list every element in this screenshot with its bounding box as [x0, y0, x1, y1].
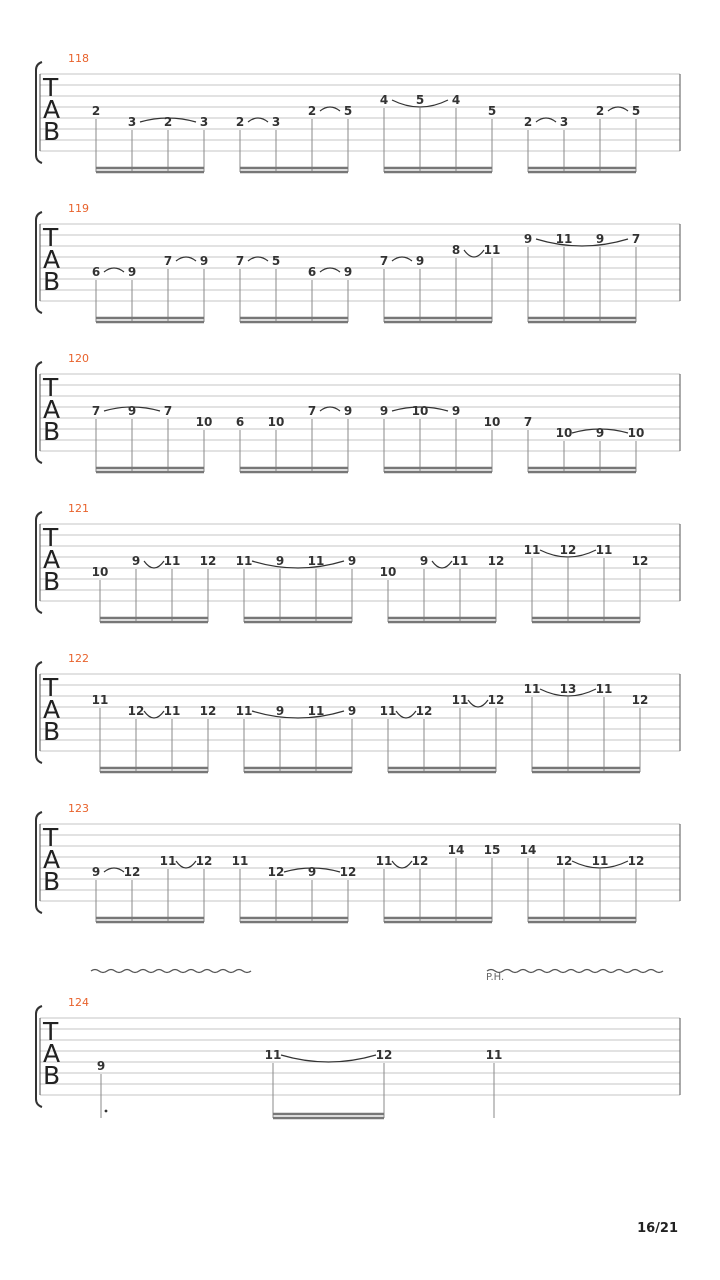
tab-clef-letter: A: [43, 695, 61, 724]
fret-number: 12: [487, 693, 505, 707]
measure-number: 120: [68, 352, 89, 365]
note-group: [236, 704, 357, 772]
note-group: [520, 843, 645, 922]
tab-system: [36, 802, 680, 922]
note-group: [92, 554, 217, 622]
fret-number: 2: [163, 115, 173, 129]
fret-number: 5: [631, 104, 641, 118]
system-bracket: [36, 362, 42, 463]
slur: [176, 861, 196, 868]
fret-number: 12: [631, 554, 649, 568]
fret-number: 11: [307, 554, 325, 568]
fret-number: 9: [347, 554, 357, 568]
tab-clef-letter: A: [43, 95, 61, 124]
fret-number: 5: [343, 104, 353, 118]
fret-number: 3: [559, 115, 569, 129]
slur: [468, 700, 488, 707]
fret-number: 9: [96, 1059, 106, 1073]
slur: [432, 561, 452, 568]
note-group: [380, 404, 501, 472]
fret-number: 12: [123, 865, 141, 879]
fret-number: 11: [595, 682, 613, 696]
slur: [104, 868, 124, 872]
slur: [536, 239, 628, 246]
fret-number: 10: [483, 415, 501, 429]
fret-number: 4: [451, 93, 461, 107]
note-group: [97, 1059, 108, 1118]
fret-number: 9: [275, 704, 285, 718]
fret-number: 10: [555, 426, 573, 440]
slur: [252, 561, 344, 568]
note-group: [236, 554, 357, 622]
fret-number: 8: [451, 243, 461, 257]
tab-clef-letter: B: [43, 117, 61, 146]
fret-number: 2: [595, 104, 605, 118]
tab-clef-letter: B: [43, 717, 61, 746]
fret-number: 9: [275, 554, 285, 568]
fret-number: 3: [199, 115, 209, 129]
tab-clef-letter: T: [43, 73, 59, 102]
note-group: [524, 415, 645, 472]
slur: [320, 107, 340, 111]
fret-number: 11: [163, 704, 181, 718]
slur: [281, 1055, 376, 1062]
tab-clef-letter: B: [43, 867, 61, 896]
tab-system: [36, 352, 680, 472]
fret-number: 7: [379, 254, 389, 268]
tab-clef-letter: T: [43, 523, 59, 552]
fret-number: 7: [523, 415, 533, 429]
tab-clef-letter: T: [43, 823, 59, 852]
fret-number: 12: [339, 865, 357, 879]
fret-number: 12: [627, 854, 645, 868]
fret-number: 9: [595, 426, 605, 440]
fret-number: 11: [451, 554, 469, 568]
fret-number: 11: [307, 704, 325, 718]
fret-number: 10: [267, 415, 285, 429]
note-group: [524, 543, 649, 622]
tab-clef-letter: B: [43, 417, 61, 446]
fret-number: 12: [555, 854, 573, 868]
fret-number: 9: [415, 254, 425, 268]
tab-clef-letter: A: [43, 545, 61, 574]
slur: [248, 257, 268, 261]
tab-system: [36, 52, 680, 172]
note-group: [236, 104, 352, 172]
note-group: [265, 1048, 393, 1118]
slur: [252, 711, 344, 718]
vibrato-left: [91, 970, 251, 973]
fret-number: 10: [195, 415, 213, 429]
fret-number: 6: [91, 265, 101, 279]
note-group: [524, 104, 640, 172]
fret-number: 9: [127, 265, 137, 279]
fret-number: 3: [127, 115, 137, 129]
fret-number: 6: [307, 265, 317, 279]
tab-clef-letter: A: [43, 845, 61, 874]
slur: [392, 257, 412, 261]
slur: [176, 257, 196, 261]
fret-number: 6: [235, 415, 245, 429]
measure-number: 123: [68, 802, 89, 815]
fret-number: 5: [487, 104, 497, 118]
note-group: [380, 554, 505, 622]
tab-clef-letter: T: [43, 373, 59, 402]
fret-number: 11: [485, 1048, 503, 1062]
note-group: [236, 404, 352, 472]
note-group: [232, 854, 357, 922]
tab-clef-letter: B: [43, 267, 61, 296]
fret-number: 7: [163, 254, 173, 268]
fret-number: 11: [523, 682, 541, 696]
system-bracket: [36, 212, 42, 313]
vibrato-markings: [91, 970, 663, 984]
fret-number: 10: [91, 565, 109, 579]
note-group: [380, 243, 501, 322]
note-group: [92, 254, 208, 322]
slur: [248, 118, 268, 122]
tab-system: [36, 996, 680, 1118]
fret-number: 11: [555, 232, 573, 246]
measure-number: 121: [68, 502, 89, 515]
fret-number: 7: [307, 404, 317, 418]
slur: [392, 861, 412, 868]
fret-number: 9: [523, 232, 533, 246]
system-bracket: [36, 512, 42, 613]
fret-number: 7: [235, 254, 245, 268]
fret-number: 4: [379, 93, 389, 107]
slur: [320, 268, 340, 272]
vibrato-right: [487, 970, 663, 973]
fret-number: 11: [235, 554, 253, 568]
fret-number: 9: [307, 865, 317, 879]
dot: [105, 1110, 108, 1113]
fret-number: 11: [264, 1048, 282, 1062]
fret-number: 2: [307, 104, 317, 118]
fret-number: 12: [411, 854, 429, 868]
fret-number: 11: [483, 243, 501, 257]
fret-number: 9: [127, 404, 137, 418]
fret-number: 9: [419, 554, 429, 568]
system-bracket: [36, 62, 42, 163]
system-bracket: [36, 812, 42, 913]
fret-number: 11: [91, 693, 109, 707]
fret-number: 9: [343, 404, 353, 418]
fret-number: 11: [523, 543, 541, 557]
fret-number: 9: [343, 265, 353, 279]
fret-number: 14: [519, 843, 537, 857]
fret-number: 9: [199, 254, 209, 268]
fret-number: 9: [91, 865, 101, 879]
fret-number: 12: [127, 704, 145, 718]
system-bracket: [36, 1006, 42, 1107]
tab-system: [36, 652, 680, 772]
fret-number: 10: [411, 404, 429, 418]
tab-clef-letter: A: [43, 395, 61, 424]
page-number: 16/21: [637, 1221, 678, 1236]
fret-number: 9: [131, 554, 141, 568]
fret-number: 7: [631, 232, 641, 246]
fret-number: 7: [91, 404, 101, 418]
fret-number: 12: [631, 693, 649, 707]
fret-number: 12: [559, 543, 577, 557]
fret-number: 9: [451, 404, 461, 418]
note-group: [380, 693, 505, 772]
system-bracket: [36, 662, 42, 763]
fret-number: 11: [235, 704, 253, 718]
fret-number: 12: [375, 1048, 393, 1062]
note-group: [486, 1048, 503, 1118]
fret-number: 2: [523, 115, 533, 129]
fret-number: 9: [595, 232, 605, 246]
fret-number: 11: [375, 854, 393, 868]
fret-number: 11: [231, 854, 249, 868]
tab-clef-letter: B: [43, 567, 61, 596]
note-group: [380, 93, 496, 172]
fret-number: 10: [627, 426, 645, 440]
note-group: [92, 404, 213, 472]
fret-number: 12: [199, 704, 217, 718]
note-group: [376, 843, 501, 922]
tab-clef-letter: B: [43, 1061, 61, 1090]
note-group: [92, 854, 213, 922]
measure-number: 122: [68, 652, 89, 665]
tab-system: [36, 202, 680, 322]
fret-number: 12: [267, 865, 285, 879]
fret-number: 5: [271, 254, 281, 268]
fret-number: 12: [415, 704, 433, 718]
fret-number: 3: [271, 115, 281, 129]
tab-system: [36, 502, 680, 622]
fret-number: 14: [447, 843, 465, 857]
slur: [396, 711, 416, 718]
fret-number: 11: [159, 854, 177, 868]
slur: [104, 268, 124, 272]
slur: [608, 107, 628, 111]
note-group: [236, 254, 352, 322]
fret-number: 2: [91, 104, 101, 118]
note-group: [92, 693, 217, 772]
tab-clef-letter: T: [43, 223, 59, 252]
slur: [536, 118, 556, 122]
slur: [144, 711, 164, 718]
palm-harmonic-label: P.H.: [486, 972, 505, 983]
fret-number: 11: [163, 554, 181, 568]
measure-number: 119: [68, 202, 89, 215]
fret-number: 5: [415, 93, 425, 107]
fret-number: 15: [483, 843, 501, 857]
fret-number: 9: [347, 704, 357, 718]
measure-number: 118: [68, 52, 89, 65]
tab-clef-letter: T: [43, 673, 59, 702]
fret-number: 11: [591, 854, 609, 868]
fret-number: 13: [559, 682, 577, 696]
measure-number: 124: [68, 996, 89, 1009]
fret-number: 7: [163, 404, 173, 418]
fret-number: 2: [235, 115, 245, 129]
fret-number: 12: [195, 854, 213, 868]
slur: [320, 407, 340, 411]
note-group: [92, 104, 208, 172]
fret-number: 12: [199, 554, 217, 568]
slur: [464, 250, 484, 257]
slur: [144, 561, 164, 568]
tab-clef-letter: A: [43, 245, 61, 274]
tab-clef-letter: T: [43, 1017, 59, 1046]
tab-clef-letter: A: [43, 1039, 61, 1068]
fret-number: 10: [379, 565, 397, 579]
fret-number: 11: [595, 543, 613, 557]
fret-number: 11: [379, 704, 397, 718]
fret-number: 9: [379, 404, 389, 418]
fret-number: 11: [451, 693, 469, 707]
fret-number: 12: [487, 554, 505, 568]
